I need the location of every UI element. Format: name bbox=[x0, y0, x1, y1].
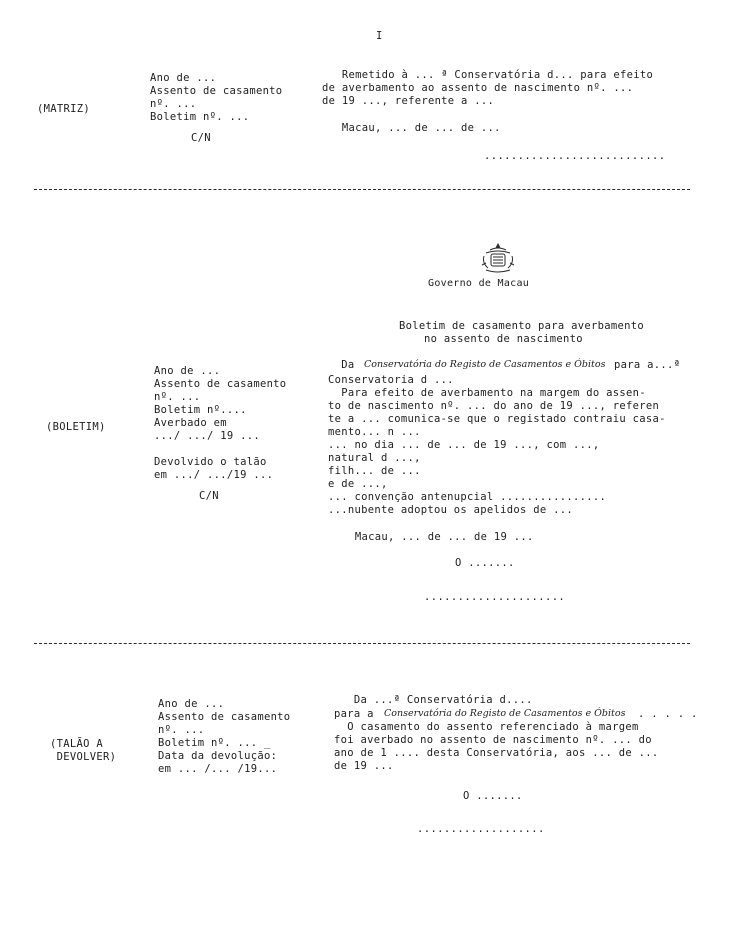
talao-right-line: ano de 1 .... desta Conservatória, aos ... de ... bbox=[334, 747, 659, 759]
boletim-left-line: nº. ... bbox=[154, 391, 201, 403]
boletim-from-prefix: Da bbox=[328, 359, 355, 371]
talao-label-line: DEVOLVER) bbox=[50, 751, 117, 763]
boletim-right-line: e de ..., bbox=[328, 478, 388, 490]
boletim-right-line: ...nubente adoptou os apelidos de ... bbox=[328, 504, 573, 516]
matriz-right-line: de averbamento ao assento de nascimento nº. ... bbox=[322, 82, 634, 94]
boletim-right-line: mento... n ... bbox=[328, 426, 421, 438]
boletim-title-line: Boletim de casamento para averbamento bbox=[399, 320, 644, 332]
talao-label-line: (TALÃO A bbox=[50, 738, 103, 750]
boletim-right-line: Para efeito de averbamento na margem do assen- bbox=[328, 387, 646, 399]
matriz-right-line: Remetido à ... ª Conservatória d... para efeito bbox=[322, 69, 654, 81]
matriz-left-line: Boletim nº. ... bbox=[150, 111, 250, 123]
boletim-right-line: to de nascimento nº. ... do ano de 19 ..., referen bbox=[328, 400, 660, 412]
boletim-from-handwritten: Conservatória do Registo de Casamentos e Óbitos bbox=[364, 359, 606, 370]
boletim-label: (BOLETIM) bbox=[46, 421, 106, 433]
matriz-signature-line: ........................... bbox=[484, 150, 666, 162]
separator-line bbox=[34, 189, 690, 190]
talao-right-line: foi averbado no assento de nascimento nº. ... do bbox=[334, 734, 652, 746]
talao-to-suffix: . . . . . bbox=[638, 708, 698, 720]
talao-to-handwritten: Conservatória do Registo de Casamentos e Óbitos bbox=[384, 708, 626, 719]
boletim-right-line: ... convenção antenupcial ................ bbox=[328, 491, 607, 503]
talao-signature-line: ................... bbox=[417, 823, 545, 835]
boletim-left-line: Boletim nº.... bbox=[154, 404, 247, 416]
matriz-place-date: Macau, ... de ... de ... bbox=[322, 122, 501, 134]
boletim-title-line: no assento de nascimento bbox=[424, 333, 583, 345]
boletim-left-line: Ano de ... bbox=[154, 365, 221, 377]
talao-circle-line: O ....... bbox=[463, 790, 523, 802]
boletim-left-line: Assento de casamento bbox=[154, 378, 287, 390]
boletim-right-line: natural d ..., bbox=[328, 452, 421, 464]
matriz-left-line: Assento de casamento bbox=[150, 85, 283, 97]
boletim-left-line: em .../ .../19 ... bbox=[154, 469, 274, 481]
talao-left-line: Boletim nº. ... _ bbox=[158, 737, 271, 749]
talao-left-line: Data da devolução: bbox=[158, 750, 278, 762]
boletim-right-line: te a ... comunica-se que o registado contraiu casa- bbox=[328, 413, 666, 425]
boletim-signature-line: ..................... bbox=[424, 591, 566, 603]
boletim-from-suffix: para a...ª bbox=[614, 359, 681, 371]
matriz-label: (MATRIZ) bbox=[37, 103, 90, 115]
government-name: Governo de Macau bbox=[428, 278, 530, 289]
talao-left-line: nº. ... bbox=[158, 724, 205, 736]
talao-left-line: Ano de ... bbox=[158, 698, 225, 710]
talao-right-line: Da ...ª Conservatória d.... bbox=[334, 694, 533, 706]
matriz-right-line: de 19 ..., referente a ... bbox=[322, 95, 495, 107]
coat-of-arms-icon bbox=[478, 243, 518, 275]
matriz-left-line: Ano de ... bbox=[150, 72, 217, 84]
matriz-cn: C/N bbox=[191, 132, 211, 144]
boletim-place-date: Macau, ... de ... de 19 ... bbox=[335, 531, 534, 543]
separator-line bbox=[34, 643, 690, 644]
talao-to-prefix: para a bbox=[334, 708, 374, 720]
boletim-right-line: ... no dia ... de ... de 19 ..., com ..., bbox=[328, 439, 600, 451]
talao-right-line: de 19 ... bbox=[334, 760, 394, 772]
boletim-left-line: Averbado em bbox=[154, 417, 227, 429]
talao-left-line: em ... /... /19... bbox=[158, 763, 278, 775]
talao-left-line: Assento de casamento bbox=[158, 711, 291, 723]
page-number: I bbox=[376, 30, 383, 42]
boletim-right-line: Conservatoria d ... bbox=[328, 374, 454, 386]
boletim-right-line: filh... de ... bbox=[328, 465, 421, 477]
boletim-left-line: Devolvido o talão bbox=[154, 456, 267, 468]
talao-right-line: O casamento do assento referenciado à margem bbox=[334, 721, 639, 733]
boletim-circle-line: O ....... bbox=[455, 557, 515, 569]
boletim-left-line: .../ .../ 19 ... bbox=[154, 430, 260, 442]
boletim-cn: C/N bbox=[199, 490, 219, 502]
matriz-left-line: nº. ... bbox=[150, 98, 197, 110]
